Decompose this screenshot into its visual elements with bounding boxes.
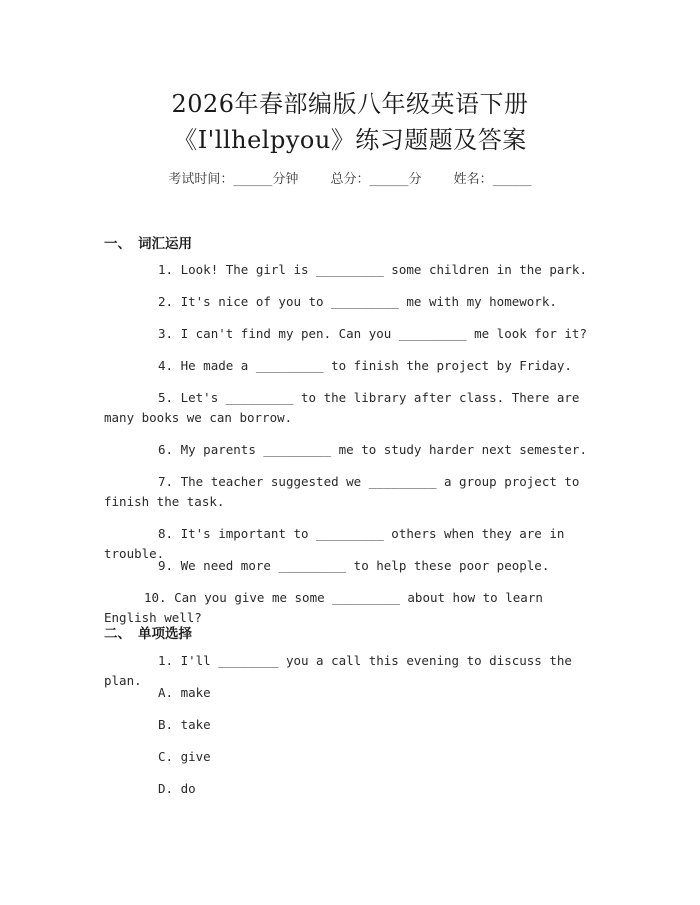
question: 8. It's important to _________ others when they are in trouble. xyxy=(104,526,565,561)
question: 9. We need more _________ to help these poor people. xyxy=(158,558,550,573)
question: 6. My parents _________ me to study harder next semester. xyxy=(158,442,587,457)
question: 7. The teacher suggested we _________ a group project to finish the task. xyxy=(104,474,580,509)
section-heading xyxy=(104,232,192,252)
question: 1. Look! The girl is _________ some children in the park. xyxy=(158,262,587,277)
section-number: 一、 xyxy=(104,236,131,252)
question: 3. I can't find my pen. Can you _________ me look for it? xyxy=(158,326,587,341)
answer-option: A. make xyxy=(158,685,211,700)
exam-score: 总分：______分 xyxy=(330,172,422,187)
exam-time: 考试时间：______分钟 xyxy=(168,172,299,187)
section-heading xyxy=(104,622,192,642)
answer-option: C. give xyxy=(158,749,211,764)
section-title: 单项选择 xyxy=(138,626,192,642)
exam-info xyxy=(0,168,700,187)
exam-name: 姓名：______ xyxy=(453,172,532,187)
question: 1. I'll ________ you a call this evening to discuss the plan. xyxy=(104,653,572,688)
section-title: 词汇运用 xyxy=(138,236,192,252)
question: 5. Let's _________ to the library after class. There are many books we can borrow. xyxy=(104,390,580,425)
question: 10. Can you give me some _________ about how to learn English well? xyxy=(104,590,543,625)
document-title-line-2: 《I'llhelpyou》练习题题及答案 xyxy=(173,126,527,154)
section-number: 二、 xyxy=(104,626,131,642)
document-title-line-1: 2026年春部编版八年级英语下册 xyxy=(171,90,529,118)
question: 4. He made a _________ to finish the project by Friday. xyxy=(158,358,572,373)
answer-option: D. do xyxy=(158,781,196,796)
question: 2. It's nice of you to _________ me with my homework. xyxy=(158,294,557,309)
answer-option: B. take xyxy=(158,717,211,732)
